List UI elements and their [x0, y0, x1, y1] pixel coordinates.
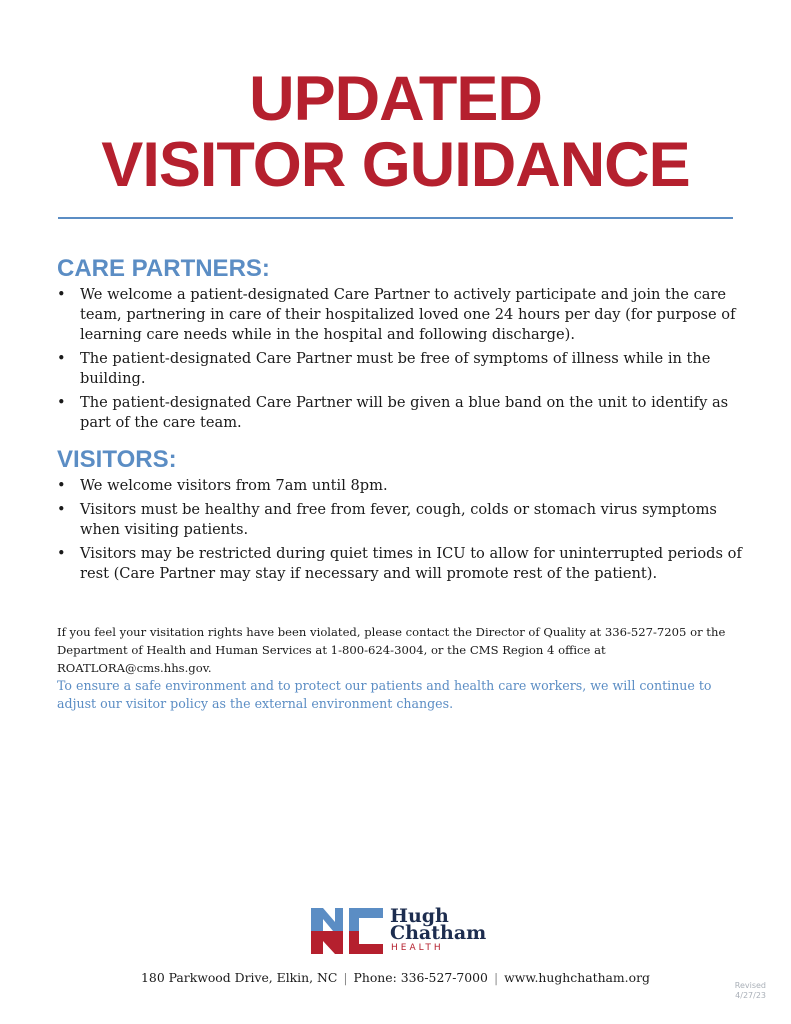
list-item — [57, 393, 747, 433]
title-line-1: UPDATED — [249, 64, 542, 134]
visitors-heading: VISITORS: — [57, 446, 177, 473]
visitors-list — [57, 476, 747, 588]
logo-name-hugh: Hugh — [390, 905, 449, 927]
hc-logo-mark-icon — [309, 906, 387, 956]
bullet-icon: • — [57, 477, 66, 494]
footer-website[interactable]: www.hughchatham.org — [504, 970, 650, 985]
bullet-icon: • — [57, 501, 66, 518]
bullet-icon: • — [57, 286, 66, 303]
page-title — [0, 66, 791, 198]
care-partners-list — [57, 285, 747, 437]
list-item-text: We welcome a patient-designated Care Partner to actively participate and join the care team, partnering in care of their hospitalized loved one 24 hours per day (for purpose of learning care needs while in the hospital and following discharge). — [80, 286, 736, 343]
revised-stamp — [722, 981, 766, 1001]
footer-address: 180 Parkwood Drive, Elkin, NC — [141, 970, 338, 985]
footer-contact — [0, 970, 791, 985]
list-item — [57, 500, 747, 540]
revised-date: 4/27/23 — [735, 991, 766, 1000]
footer-separator: | — [343, 970, 348, 985]
logo-name-chatham: Chatham — [390, 922, 487, 944]
footer-phone: Phone: 336-527-7000 — [353, 970, 488, 985]
list-item-text: Visitors must be healthy and free from fever, cough, colds or stomach virus symptoms when visiting patients. — [80, 501, 717, 538]
policy-note: To ensure a safe environment and to protect our patients and health care workers, we will continue to adjust our visitor policy as the external environment changes. — [57, 678, 712, 711]
list-item-text: Visitors may be restricted during quiet times in ICU to allow for uninterrupted periods of rest (Care Partner may stay if necessary and will promote rest of the patient). — [80, 545, 742, 582]
list-item — [57, 476, 747, 496]
hugh-chatham-logo — [309, 906, 489, 958]
list-item — [57, 349, 747, 389]
list-item-text: We welcome visitors from 7am until 8pm. — [80, 477, 388, 494]
footer-separator: | — [493, 970, 499, 985]
bullet-icon: • — [57, 350, 66, 367]
bullet-icon: • — [57, 545, 66, 562]
list-item — [57, 544, 747, 584]
visitation-rights-notice: If you feel your visitation rights have been violated, please contact the Director of Quality at 336-527-7205 or the Department of Health and Human Services at 1-800-624-3004, or the CMS Region 4 office at ROATLORA@cms.hhs.gov. — [57, 625, 726, 675]
divider — [58, 217, 733, 219]
list-item — [57, 285, 747, 345]
list-item-text: The patient-designated Care Partner will be given a blue band on the unit to identify as part of the care team. — [80, 394, 729, 431]
list-item-text: The patient-designated Care Partner must be free of symptoms of illness while in the building. — [80, 350, 711, 387]
title-line-2: VISITOR GUIDANCE — [101, 130, 690, 200]
logo-name-health: HEALTH — [391, 943, 444, 953]
bullet-icon: • — [57, 394, 66, 411]
care-partners-heading: CARE PARTNERS: — [57, 255, 270, 282]
revised-label: Revised — [734, 981, 766, 990]
